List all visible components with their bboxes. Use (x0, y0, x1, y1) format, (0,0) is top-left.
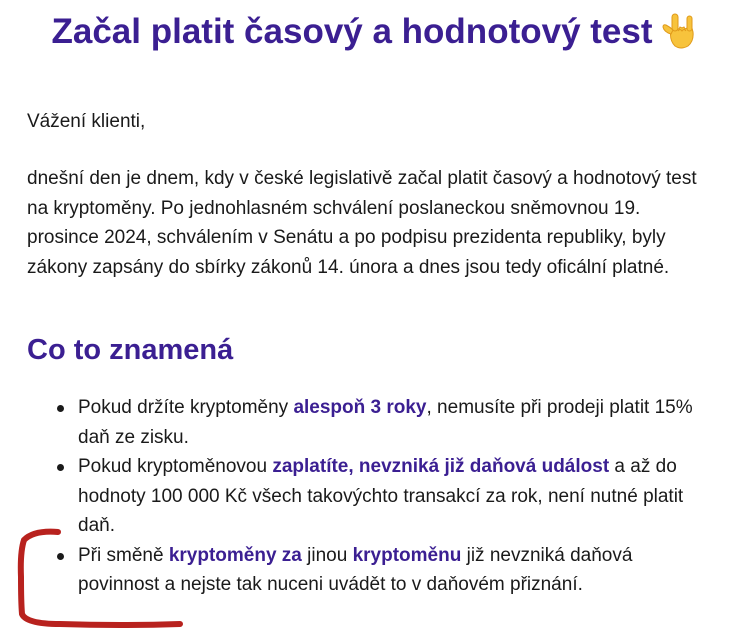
intro-paragraph (27, 164, 727, 282)
bullet-text: , nemusíte při prodeji platit 15% (426, 397, 693, 418)
page-title (0, 6, 750, 58)
section-heading: Co to znamená (27, 334, 234, 366)
bullet-text: Při směně (78, 544, 169, 566)
bullet-highlight: kryptoměny za (168, 544, 302, 566)
bullet-highlight: zaplatíte, nevzniká již daňová událost (272, 456, 610, 477)
bullet-text: hodnoty 100 000 Kč všech takovýchto transakcí za rok, není nutné platit (78, 485, 684, 507)
page-title-text: Začal platit časový a hodnotový test (51, 12, 653, 51)
bullet-text: daň. (78, 515, 115, 536)
list-item (0, 541, 698, 600)
bullet-highlight: alespoň 3 roky (293, 397, 427, 418)
bullet-text: daň ze zisku. (78, 426, 189, 448)
bullet-text: jinou (301, 544, 353, 566)
bullet-text: a až do (609, 456, 677, 477)
bullet-dot-icon (57, 464, 64, 471)
intro-line: prosince 2024, schválením v Senátu a po podpisu prezidenta republiky, byly (27, 227, 666, 248)
intro-line: zákony zapsány do sbírky zákonů 14. února a dnes jsou tedy oficální platné. (27, 256, 670, 278)
bullet-text: povinnost a nejste tak nuceni uvádět to v daňovém přiznání. (78, 574, 583, 595)
bullet-list (0, 393, 750, 600)
intro-line: dnešní den je dnem, kdy v české legislativě začal platit časový a hodnotový test (27, 168, 697, 189)
bullet-dot-icon (57, 553, 64, 560)
greeting: Vážení klienti, (27, 111, 146, 132)
love-you-gesture-icon (661, 10, 699, 50)
bullet-text: Pokud držíte kryptoměny (78, 397, 294, 418)
bullet-text: Pokud kryptoměnovou (78, 456, 273, 477)
bullet-highlight: kryptoměnu (352, 544, 462, 566)
list-item (0, 452, 698, 541)
bullet-text: již nevzniká daňová (461, 544, 633, 566)
intro-line: na kryptoměny. Po jednohlasném schválení poslaneckou sněmovnou 19. (27, 197, 641, 219)
list-item (0, 393, 698, 452)
bullet-dot-icon (57, 405, 64, 412)
